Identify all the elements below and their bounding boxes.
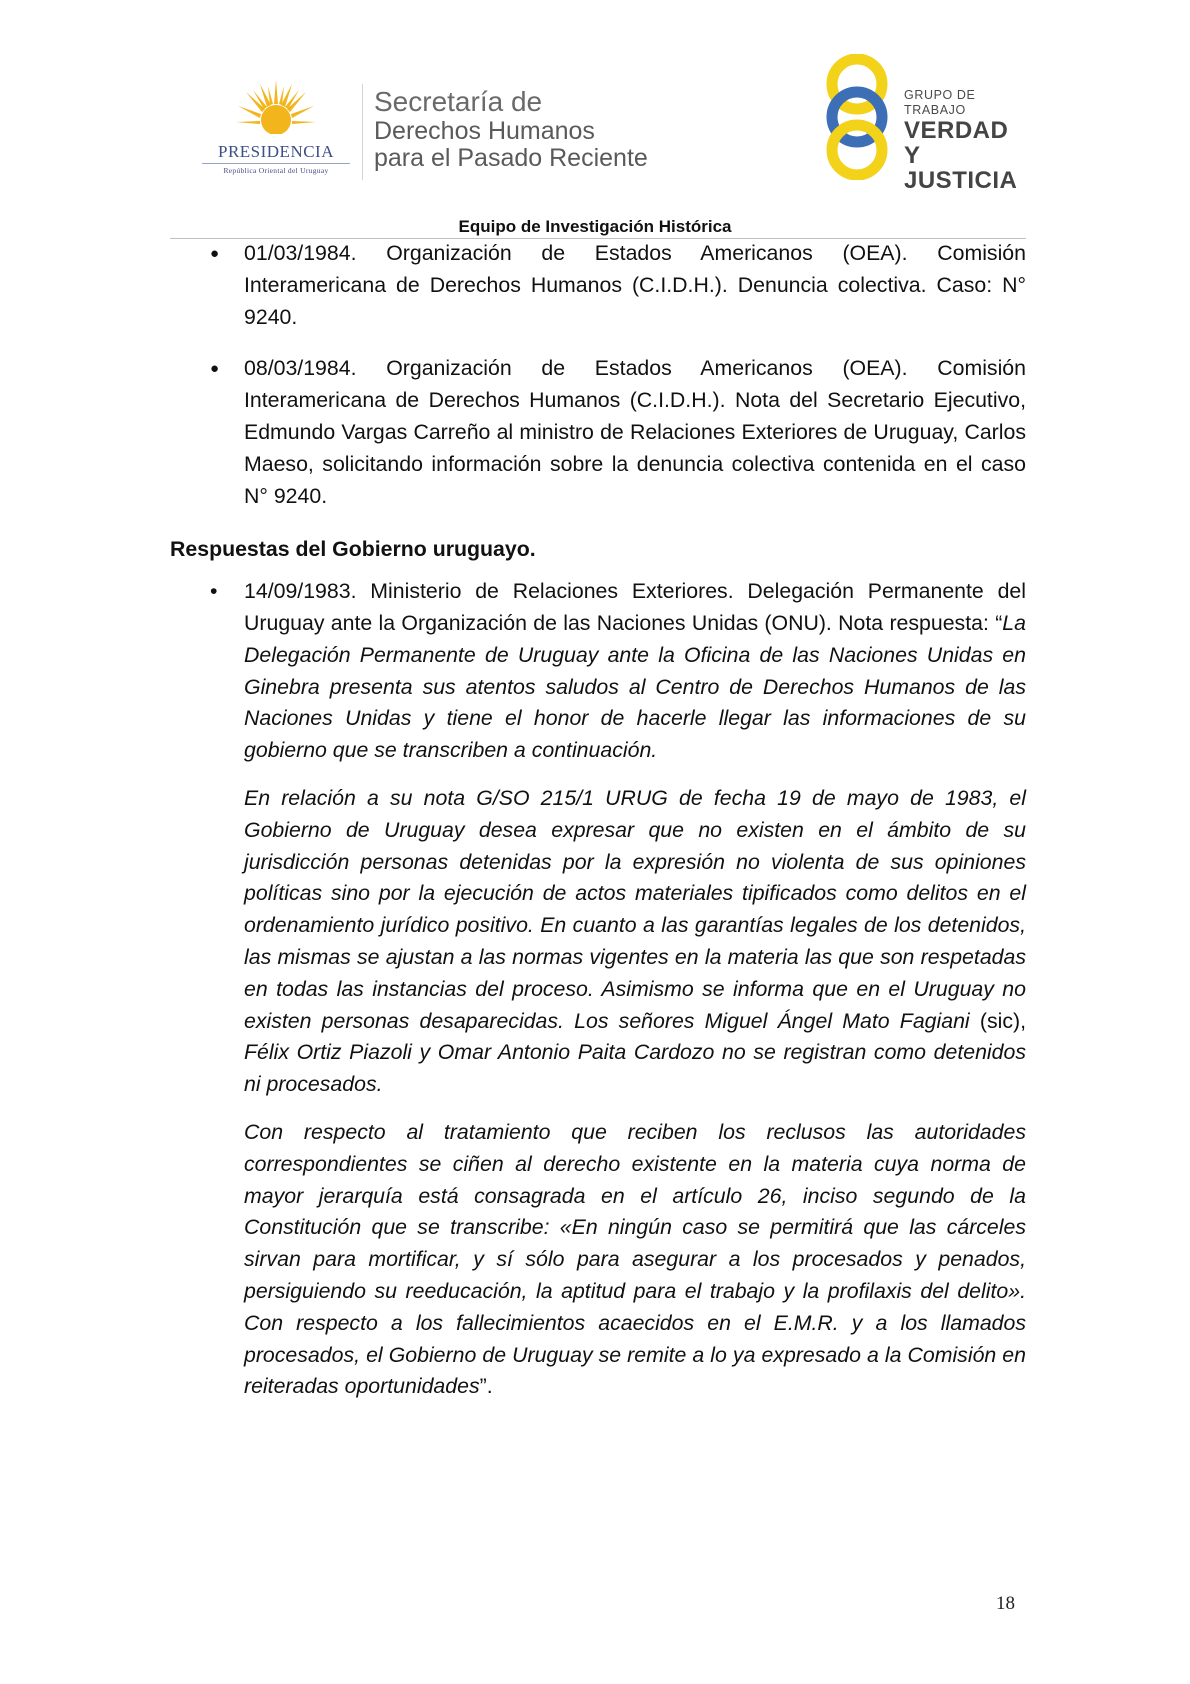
page-header (0, 0, 1190, 240)
grupo-line3: JUSTICIA (904, 167, 1018, 194)
document-body (170, 238, 1026, 1403)
grupo-trabajo-logo (818, 54, 1018, 194)
grupo-line2: VERDAD Y (904, 117, 1009, 169)
presidencia-name: PRESIDENCIA (217, 142, 334, 161)
bullet-icon: ● (210, 360, 220, 378)
secretaria-line1: Secretaría de (374, 86, 543, 117)
quote-paragraph (170, 1117, 1026, 1403)
bullet-text: 14/09/1983. Ministerio de Relaciones Exteriores. Delegación Permanente del Uruguay ante la Organización de las Naciones Unidas (ONU). Nota respuesta: “ (244, 579, 1026, 635)
list-item (170, 353, 1026, 512)
logo-divider (362, 84, 363, 180)
quote-paragraph (170, 783, 1026, 1101)
presidencia-logo (196, 80, 356, 180)
quote-text: La Delegación Permanente de Uruguay ante la Oficina de las Naciones Unidas en Ginebra presenta sus atentos saludos al Centro de Derechos Humanos de las Naciones Unidas y tiene el honor de hacerle llegar las informaciones de su gobierno que se transcriben a continuación. (244, 610, 1026, 763)
sic-note: (sic), (969, 1008, 1027, 1033)
secretaria-logo (374, 86, 648, 172)
interlocked-rings-icon (818, 54, 896, 180)
quote-text: Con respecto al tratamiento que reciben los reclusos las autoridades correspondientes se ciñen al derecho existente en la materia cuya norma de mayor jerarquía está consagrada en el artículo 26, inciso segundo de la Constitución que se transcribe: «En ningún caso se permitirá que las cárceles sirvan para mortificar, y sí sólo para asegurar a los procesados y penados, persiguiendo su reeducación, la aptitud para el trabajo y la profilaxis del delito». Con respecto a los fallecimientos acaecidos en el E.M.R. y a los llamados procesados, el Gobierno de Uruguay se remite a lo ya expresado a la Comisión en reiteradas oportunidades (244, 1119, 1026, 1399)
page-number: 18 (996, 1593, 1015, 1614)
secretaria-line3: para el Pasado Reciente (374, 144, 648, 172)
bullet-icon: • (210, 579, 218, 604)
bullet-text: 08/03/1984. Organización de Estados Americanos (OEA). Comisión Interamericana de Derechos Humanos (C.I.D.H.). Nota del Secretario Ejecutivo, Edmundo Vargas Carreño al ministro de Relaciones Exteriores de Uruguay, Carlos Maeso, solicitando información sobre la denuncia colectiva contenida en el caso N° 9240. (244, 356, 1026, 508)
quote-text: Félix Ortiz Piazoli y Omar Antonio Paita Cardozo no se registran como detenidos ni procesados. (244, 1040, 1026, 1097)
team-title: Equipo de Investigación Histórica (458, 217, 732, 236)
secretaria-line2: Derechos Humanos (374, 117, 595, 145)
quote-text: En relación a su nota G/SO 215/1 URUG de fecha 19 de mayo de 1983, el Gobierno de Uruguay desea expresar que no existen en el ámbito de su jurisdicción personas detenidas por la expresión no violenta de sus opiniones políticas sino por la ejecución de actos materiales tipificados como delitos en el ordenamiento jurídico positivo. En cuanto a las garantías legales de los detenidos, las mismas se ajustan a las normas vigentes en la materia las que son respetadas en todas las instancias del proceso. Asimismo se informa que en el Uruguay no existen personas desaparecidas. Los señores Miguel Ángel Mato Fagiani (244, 785, 1026, 1033)
quote-close: ”. (479, 1374, 493, 1399)
list-item (170, 238, 1026, 333)
grupo-line1: GRUPO DE TRABAJO (904, 88, 976, 117)
bullet-text: 01/03/1984. Organización de Estados Americanos (OEA). Comisión Interamericana de Derechos Humanos (C.I.D.H.). Denuncia colectiva. Caso: N° 9240. (244, 241, 1026, 329)
presidencia-rule (202, 163, 350, 164)
list-item (170, 576, 1026, 767)
section-heading: Respuestas del Gobierno uruguayo. (170, 537, 536, 562)
presidencia-subtitle: República Oriental del Uruguay (223, 166, 329, 175)
grupo-trabajo-text (904, 88, 1018, 193)
bullet-icon: ● (210, 245, 220, 262)
sun-emblem-icon (236, 80, 316, 142)
